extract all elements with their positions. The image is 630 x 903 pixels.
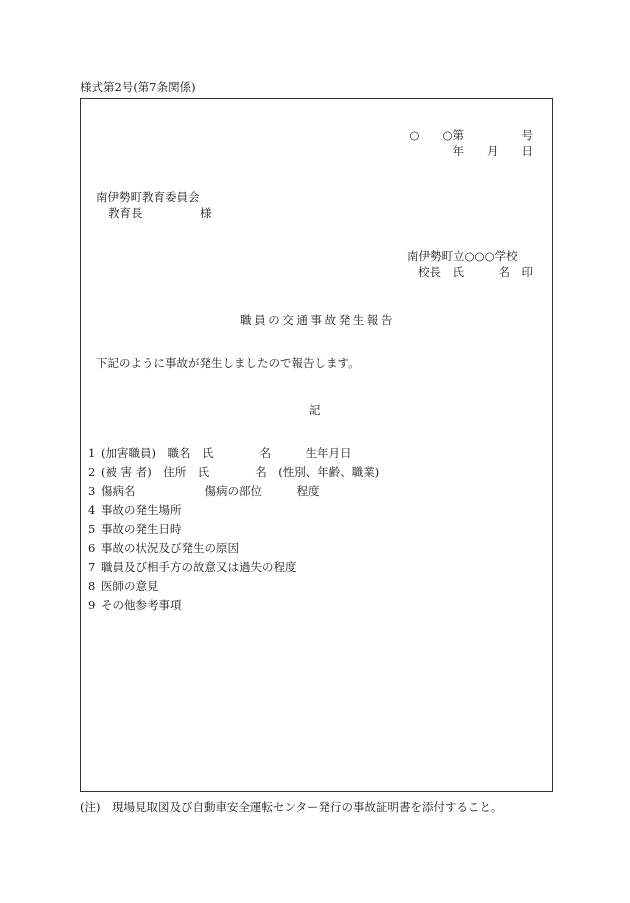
date-line: 年 月 日 [452,144,533,158]
item-text: その他参考事項 [101,598,182,612]
item-text: 職員及び相手方の故意又は過失の程度 [101,560,297,574]
item-text: 事故の発生日時 [101,522,182,536]
addressee-title: 教育長 様 [108,206,212,220]
sender-school: 南伊勢町立○○○学校 [407,249,518,263]
item-number: 2 [88,465,96,479]
item-text: 傷病名 傷病の部位 程度 [101,484,320,498]
item-text: 事故の状況及び発生の原因 [101,541,239,555]
item-number: 9 [88,598,96,612]
document-number-line: ○ ○第 号 [409,128,533,142]
item-text: (被 害 者) 住所 氏 名 (性別、年齢、職業) [101,465,380,479]
item-text: 事故の発生場所 [101,503,182,517]
intro-text: 下記のように事故が発生しましたので報告します。 [96,356,360,370]
item-text: 医師の意見 [101,579,159,593]
addressee-org: 南伊勢町教育委員会 [96,190,200,204]
item-number: 8 [88,579,96,593]
item-text: (加害職員) 職名 氏 名 生年月日 [101,446,352,460]
form-label: 様式第2号(第7条関係) [80,80,196,94]
item-number: 6 [88,541,96,555]
item-number: 4 [88,503,96,517]
item-number: 7 [88,560,96,574]
footnote: (注) 現場見取図及び自動車安全運転センター発行の事故証明書を添付すること。 [80,800,503,814]
sender-principal: 校長 氏 名 印 [418,265,533,279]
item-number: 1 [88,446,96,460]
ki-heading: 記 [309,403,321,417]
report-title: 職員の交通事故発生報告 [240,313,396,327]
item-number: 3 [88,484,96,498]
item-number: 5 [88,522,96,536]
